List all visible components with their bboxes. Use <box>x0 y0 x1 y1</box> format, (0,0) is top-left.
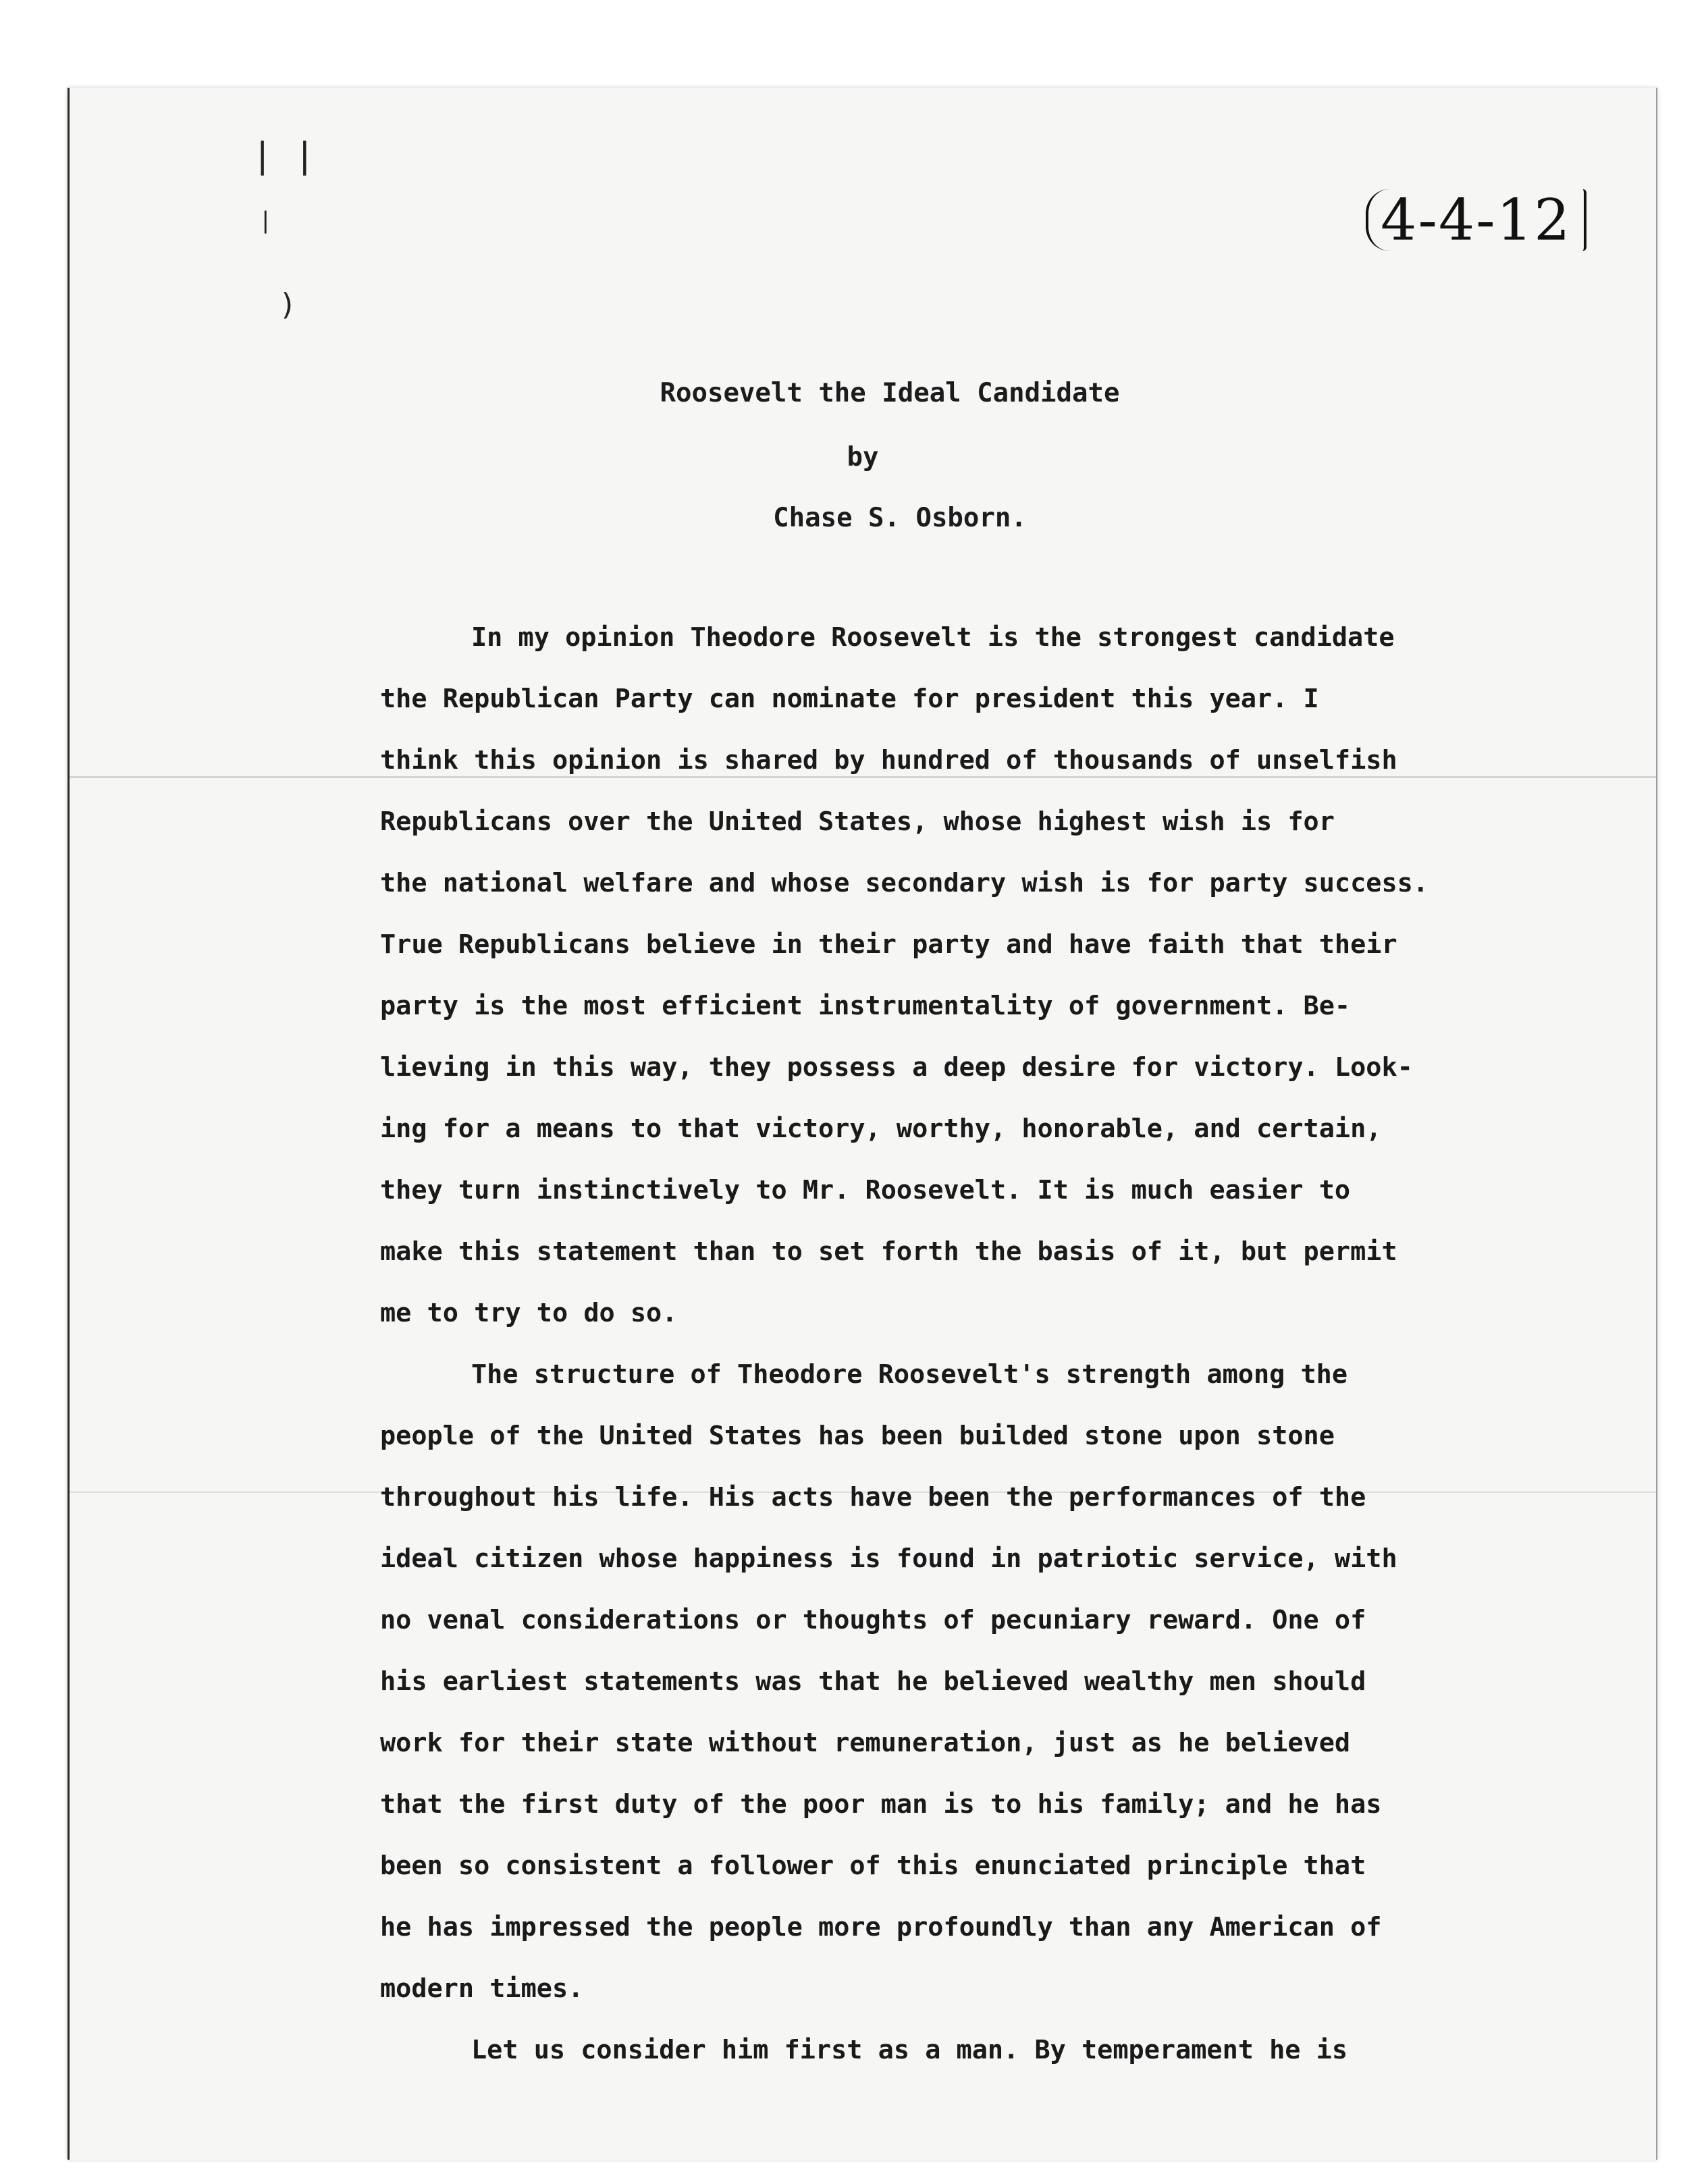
text-line: ideal citizen whose happiness is found in patriotic service, with <box>380 1544 1397 1574</box>
author-name: Chase S. Osborn. <box>773 503 1027 533</box>
text-line: lieving in this way, they possess a deep desire for victory. Look- <box>380 1052 1413 1083</box>
margin-mark-icon: | | <box>252 136 315 176</box>
text-line: they turn instinctively to Mr. Roosevelt. It is much easier to <box>380 1175 1351 1205</box>
text-line: In my opinion Theodore Roosevelt is the strongest candidate <box>471 622 1395 653</box>
body-text <box>380 618 1568 2092</box>
text-line: party is the most efficient instrumentality of government. Be- <box>380 991 1351 1021</box>
text-line: he has impressed the people more profoundly than any American of <box>380 1912 1382 1942</box>
document-page <box>68 88 1657 2160</box>
text-line: the national welfare and whose secondary wish is for party success. <box>380 868 1429 898</box>
text-line: think this opinion is shared by hundred of thousands of unselfish <box>380 745 1397 775</box>
text-line: The structure of Theodore Roosevelt's strength among the <box>471 1359 1348 1390</box>
text-line: throughout his life. His acts have been the performances of the <box>380 1482 1366 1512</box>
byline: by <box>847 442 879 472</box>
text-line: people of the United States has been builded stone upon stone <box>380 1421 1335 1451</box>
text-line: ing for a means to that victory, worthy, honorable, and certain, <box>380 1114 1382 1144</box>
text-line: modern times. <box>380 1973 584 2004</box>
text-line: Let us consider him first as a man. By temperament he is <box>471 2035 1348 2065</box>
handwritten-date-note: 4-4-12 <box>1366 189 1586 251</box>
text-line: True Republicans believe in their party and have faith that their <box>380 929 1397 960</box>
text-line: work for their state without remuneration, just as he believed <box>380 1728 1351 1758</box>
text-line: make this statement than to set forth the basis of it, but permit <box>380 1236 1397 1267</box>
text-line: the Republican Party can nominate for president this year. I <box>380 684 1319 714</box>
margin-mark-icon: | <box>259 207 273 234</box>
text-line: me to try to do so. <box>380 1298 678 1328</box>
text-line: been so consistent a follower of this enunciated principle that <box>380 1851 1366 1881</box>
margin-mark-icon: ) <box>279 288 297 322</box>
document-title: Roosevelt the Ideal Candidate <box>660 378 1120 408</box>
text-line: Republicans over the United States, whose highest wish is for <box>380 807 1335 837</box>
text-line: that the first duty of the poor man is to his family; and he has <box>380 1789 1382 1820</box>
text-line: his earliest statements was that he believed wealthy men should <box>380 1666 1366 1697</box>
text-line: no venal considerations or thoughts of pecuniary reward. One of <box>380 1605 1366 1635</box>
